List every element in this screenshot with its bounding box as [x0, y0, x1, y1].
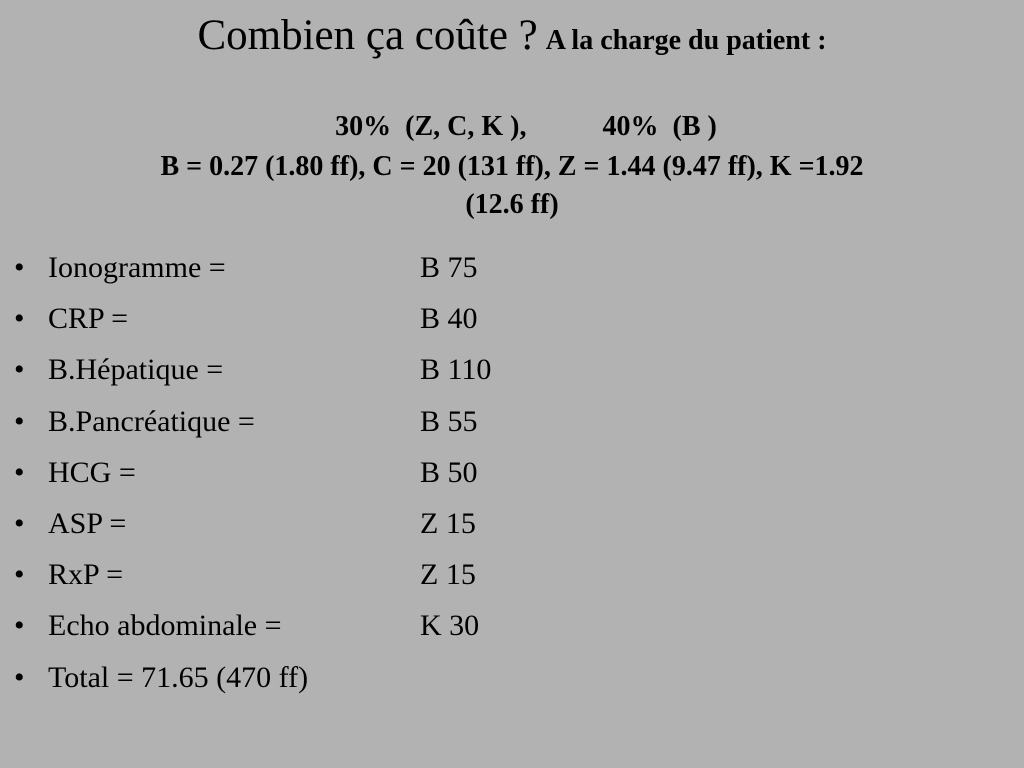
list-item — [14, 293, 491, 344]
item-label: HCG = — [48, 455, 136, 489]
item-value: B 40 — [420, 302, 478, 336]
list-item — [14, 447, 491, 498]
list-item — [14, 242, 491, 293]
item-value: B 110 — [420, 353, 492, 387]
item-value: K 30 — [420, 609, 480, 643]
title-main: Combien ça coûte ? — [197, 12, 538, 59]
bullet-icon: • — [14, 251, 25, 284]
title-subtitle: A la charge du patient : — [545, 25, 827, 56]
item-label: Echo abdominale = — [48, 609, 282, 643]
list-item — [14, 498, 491, 549]
item-value: Z 15 — [420, 558, 476, 592]
coefficient-formula — [40, 148, 984, 224]
cost-list — [14, 242, 491, 703]
title-line-1 — [0, 8, 1024, 73]
bullet-icon: • — [14, 609, 25, 643]
bullet-icon: • — [14, 660, 25, 694]
bullet-icon: • — [14, 404, 25, 438]
item-label: RxP = — [48, 558, 123, 592]
formula-line-2: (12.6 ff) — [465, 189, 559, 220]
list-item — [14, 396, 491, 447]
item-value: B 50 — [420, 455, 478, 489]
rate-patient-1: 30% (Z, C, K ), — [335, 111, 527, 142]
item-value: B 55 — [420, 404, 478, 438]
item-label: Ionogramme = — [48, 251, 226, 284]
item-value: B 75 — [420, 251, 478, 284]
item-label: Total = 71.65 (470 ff) — [48, 660, 309, 694]
formula-line-1: B = 0.27 (1.80 ff), C = 20 (131 ff), Z = 1.44 (9.47 ff), K =1.92 — [160, 151, 864, 182]
list-item-total — [14, 652, 491, 703]
bullet-icon: • — [14, 558, 25, 592]
bullet-icon: • — [14, 302, 25, 336]
item-label: B.Hépatique = — [48, 353, 224, 387]
list-item — [14, 549, 491, 600]
item-label: ASP = — [48, 506, 127, 540]
rate-patient-2: 40% (B ) — [602, 111, 717, 142]
list-item — [14, 600, 491, 651]
item-value: Z 15 — [420, 506, 476, 540]
bullet-icon: • — [14, 353, 25, 387]
item-label: CRP = — [48, 302, 129, 336]
bullet-icon: • — [14, 506, 25, 540]
bullet-icon: • — [14, 455, 25, 489]
list-item — [14, 344, 491, 395]
item-label: B.Pancréatique = — [48, 404, 255, 438]
